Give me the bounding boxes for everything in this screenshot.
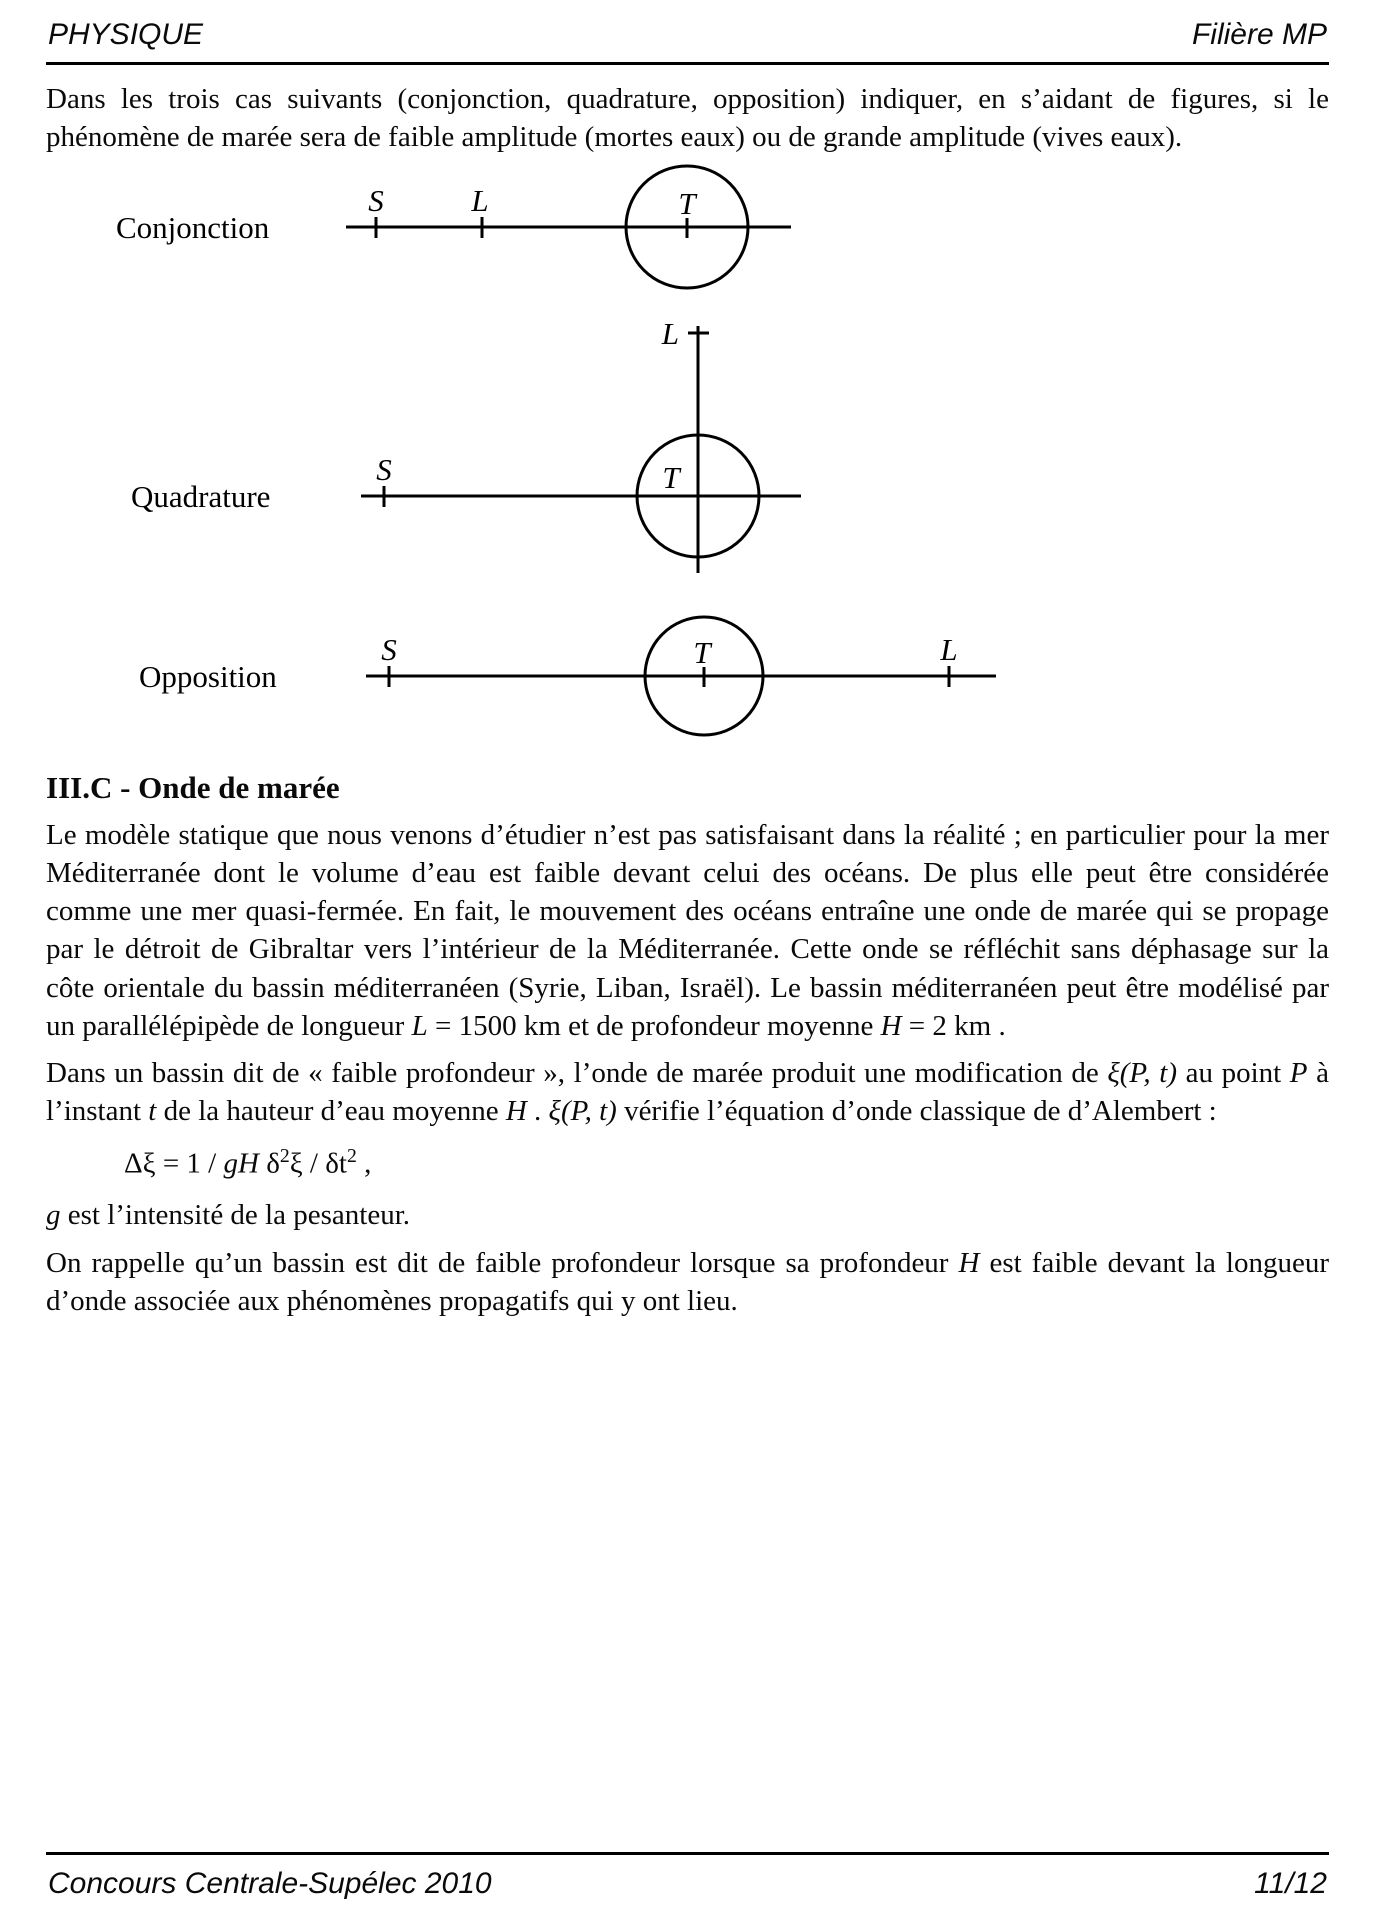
variable-t: t xyxy=(148,1095,157,1128)
question-paragraph: Dans les trois cas suivants (conjonction, quadrature, opposition) indiquer, en s’aidant de figures, si le phénomène de marée sera de faible amplitude (mortes eaux) ou de grande amplitude (vives eaux). xyxy=(46,83,1329,154)
math-xi-P-t: ξ(P, t) xyxy=(1107,1057,1177,1090)
paragraph-text: est l’intensité de la pesanteur. xyxy=(60,1199,411,1232)
conjonction-earth-label: T xyxy=(678,185,696,221)
variable-P: P xyxy=(1289,1057,1308,1090)
paragraph-mediterranee xyxy=(46,816,1329,1046)
equation-gH: gH xyxy=(223,1147,259,1180)
variable-g: g xyxy=(46,1199,61,1232)
section-title: III.C - Onde de marée xyxy=(46,769,340,805)
header-track: Filière MP xyxy=(1191,18,1327,51)
paragraph-pesanteur xyxy=(46,1196,1329,1234)
conjonction-label: Conjonction xyxy=(116,209,270,245)
conjonction-moon-label: L xyxy=(471,182,489,218)
equation-part: Δξ = 1 / xyxy=(124,1147,224,1180)
equation-part: ξ / δt xyxy=(289,1147,347,1180)
quadrature-earth-label: T xyxy=(662,459,680,495)
tide-configurations-figure xyxy=(46,161,1331,746)
conjonction-diagram xyxy=(116,166,791,288)
equation-part: δ xyxy=(258,1147,280,1180)
paragraph-text: Dans un bassin dit de « faible profondeur », l’onde de marée produit une modification de xyxy=(46,1057,1108,1090)
page-header xyxy=(46,16,1329,65)
paragraph-text: au point xyxy=(1176,1057,1290,1090)
quadrature-moon-label: L xyxy=(661,315,679,351)
opposition-diagram xyxy=(139,617,996,735)
variable-H: H xyxy=(880,1009,902,1042)
paragraph-text: Le modèle statique que nous venons d’étudier n’est pas satisfaisant dans la réalité ; en particulier pour la mer Méditerranée dont le volume d’eau est faible devant celui des océans. De plus elle peut être considérée comme une mer quasi-fermée. En fait, le mouvement des océans entraîne une onde de marée qui se propage par le détroit de Gibraltar vers l’intérieur de la Méditerranée. Cette onde se réfléchit sans déphasage sur la côte orientale du bassin méditerranéen (Syrie, Liban, Israël). Le bassin méditerranéen peut être modélisé par un parallélépipède de longueur xyxy=(46,818,1329,1042)
paragraph-text: de la hauteur d’eau moyenne xyxy=(156,1095,506,1128)
quadrature-diagram xyxy=(131,316,801,573)
header-subject: PHYSIQUE xyxy=(48,18,204,51)
paragraph-text: à l’instant xyxy=(46,1057,1329,1128)
paragraph-text: vérifie l’équation d’onde classique de d’Alembert : xyxy=(616,1095,1217,1128)
conjonction-sun-label: S xyxy=(368,182,384,218)
equation-exponent: 2 xyxy=(279,1144,290,1167)
variable-H: H xyxy=(958,1246,980,1279)
paragraph-text: On rappelle qu’un bassin est dit de faible profondeur lorsque sa profondeur xyxy=(46,1246,959,1279)
footer-exam-name: Concours Centrale-Supélec 2010 xyxy=(48,1867,492,1900)
quadrature-sun-label: S xyxy=(376,451,392,487)
opposition-earth-label: T xyxy=(693,634,711,670)
math-xi-P-t: ξ(P, t) xyxy=(548,1095,617,1128)
paragraph-faible-profondeur xyxy=(46,1054,1329,1131)
paragraph-text: est faible devant la longueur d’onde associée aux phénomènes propagatifs qui y ont lieu. xyxy=(46,1246,1330,1317)
quadrature-label: Quadrature xyxy=(131,478,271,514)
variable-H: H xyxy=(505,1095,527,1128)
footer-row xyxy=(46,1855,1329,1901)
paragraph-text: . xyxy=(526,1095,549,1128)
opposition-label: Opposition xyxy=(139,658,277,694)
opposition-moon-label: L xyxy=(940,631,958,667)
equation-exponent: 2 xyxy=(346,1144,357,1167)
variable-L: L xyxy=(411,1009,428,1042)
opposition-sun-label: S xyxy=(381,631,397,667)
equation-part: , xyxy=(356,1147,372,1180)
footer-page-number: 11/12 xyxy=(1254,1867,1327,1900)
page-content xyxy=(46,80,1329,1320)
paragraph-rappel xyxy=(46,1244,1329,1321)
paragraph-text: = 2 km . xyxy=(901,1009,1006,1042)
page-footer xyxy=(46,1852,1329,1901)
dalembert-equation xyxy=(124,1145,1329,1181)
paragraph-text: = 1500 km et de profondeur moyenne xyxy=(427,1009,881,1042)
